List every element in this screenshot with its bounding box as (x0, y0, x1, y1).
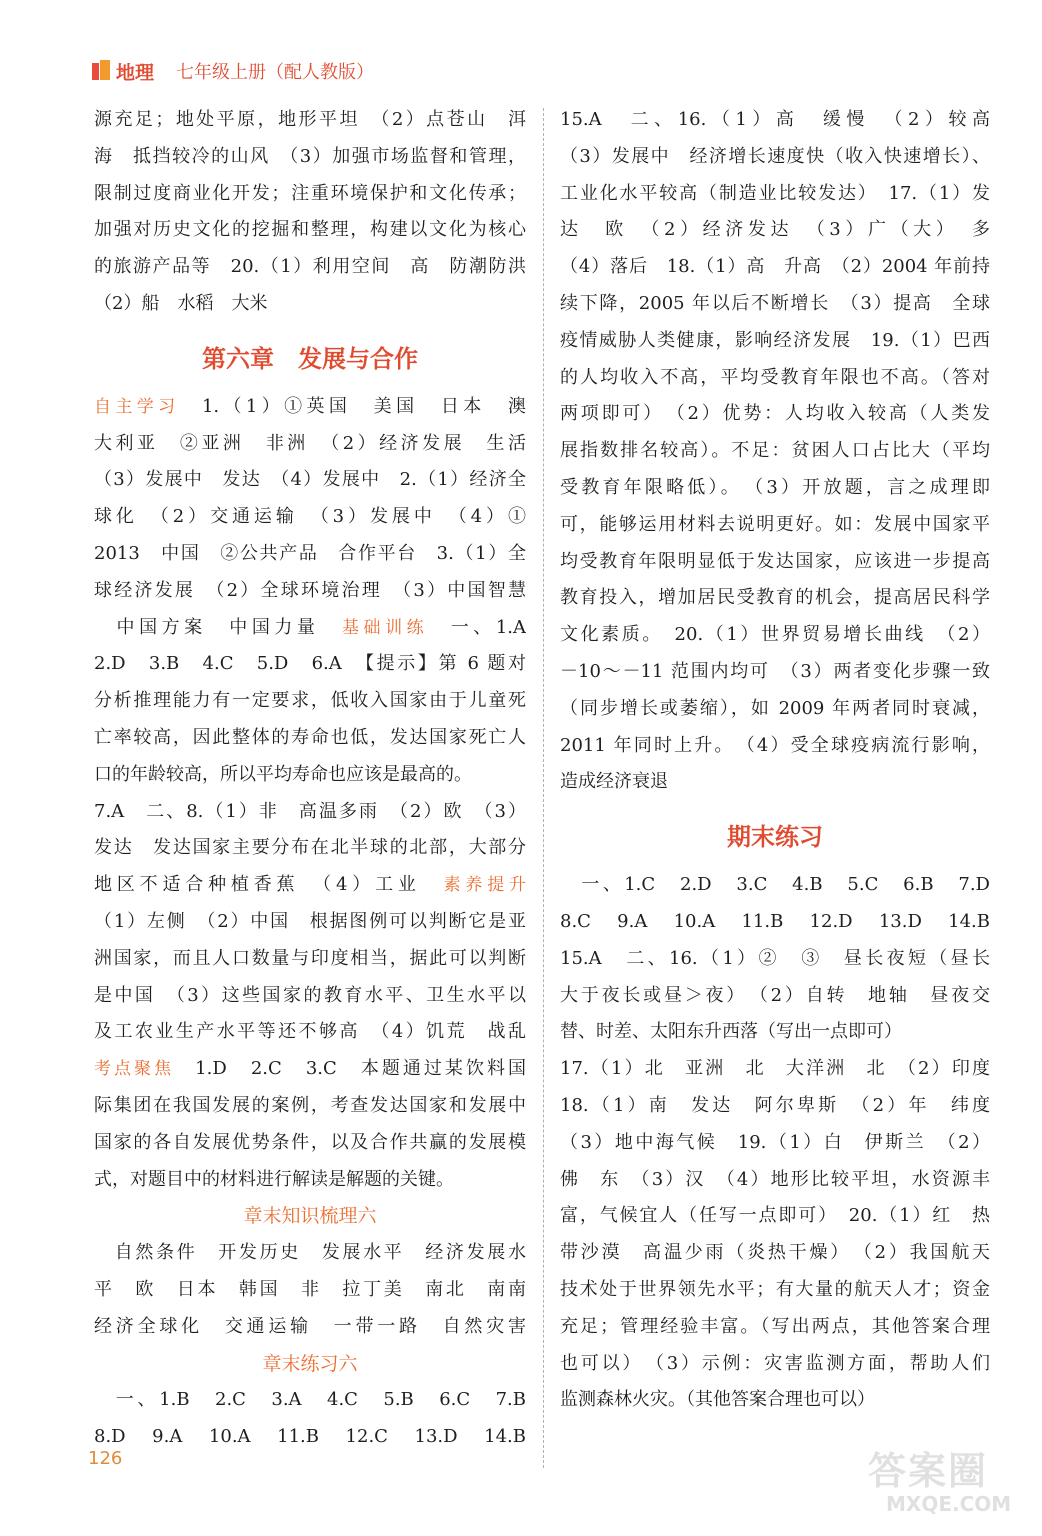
text-line: 平 欧 日本 韩国 非 拉丁美 南北 南南 (94, 1278, 526, 1300)
chapter-title: 第六章 发展与合作 (202, 344, 418, 373)
text-line: 7.A 二、8.（1）非 高温多雨 （2）欧 （3） (94, 800, 526, 822)
text-line: 带沙漠 高温少雨（炎热干燥） （2）我国航天 (560, 1242, 990, 1264)
section-tag-kaodian: 考点聚焦 (94, 1059, 175, 1080)
text-line: 亡率较高，因此整体的寿命也低，发达国家死亡人 (94, 726, 526, 748)
text-line: 是中国 （3）这些国家的教育水平、卫生水平以 (94, 984, 526, 1006)
text-line: 监测森林火灾。（其他答案合理也可以） (560, 1389, 875, 1411)
text-line: 2.D 3.B 4.C 5.D 6.A 【提示】第 6 题对 (94, 653, 526, 675)
text-line: 富，气候宜人（任写一点即可） 20.（1）红 热 (560, 1205, 990, 1227)
text-line: 文化素质。 20.（1）世界贸易增长曲线 （2） (560, 624, 990, 646)
text-line: 大于夜长或昼＞夜） （2）自转 地轴 昼夜交 (560, 984, 990, 1006)
header-grade: 七年级上册（配人教版） (176, 62, 375, 83)
page-number: 126 (88, 1448, 123, 1469)
watermark-logo (860, 1440, 1010, 1520)
section-tag-jichu: 基础训练 (342, 617, 429, 638)
header-subject: 地理 (116, 61, 155, 84)
text-line: （2）船 水稻 大米 (94, 292, 268, 314)
text-line: 达 欧 （2）经济发达 （3）广（大） 多 (560, 219, 990, 241)
text-line: 中国方案 中国力量 基础训练 一、1.A (116, 616, 526, 638)
section-tag-zizhu: 自主学习 (94, 396, 180, 417)
text-line: 球经济发展 （2）全球环境治理 （3）中国智慧 (94, 579, 526, 601)
text-line: 8.D 9.A 10.A 11.B 12.C 13.D 14.B (94, 1426, 526, 1448)
text-line: 的旅游产品等 20.（1）利用空间 高 防潮防洪 (94, 256, 526, 278)
text-line: 受教育年限略低）。 （3）开放题，言之成理即 (560, 476, 990, 498)
text-line: 加强对历史文化的挖掘和整理，构建以文化为核心 (94, 219, 526, 241)
text-line: 自然条件 开发历史 发展水平 经济发展水 (94, 1242, 526, 1264)
text-line: 一、1.C 2.D 3.C 4.B 5.C 6.B 7.D (560, 874, 990, 896)
text-line: 充足；管理经验丰富。（写出两点，其他答案合理 (560, 1315, 990, 1337)
text-line: 两项即可） （2）优势：人均收入较高（人类发 (560, 403, 990, 425)
text-line: 18.（1）南 发达 阿尔卑斯 （2）年 纬度 (560, 1094, 990, 1116)
text-line: 限制过度商业化开发；注重环境保护和文化传承； (94, 182, 526, 204)
text-line: （4）落后 18.（1）高 升高 （2）2004 年前持 (560, 256, 990, 278)
left-column (94, 102, 526, 1456)
text-line: 国家的各自发展优势条件，以及合作共赢的发展模 (94, 1131, 526, 1153)
text-line: 发达 发达国家主要分布在北半球的北部，大部分 (94, 837, 526, 859)
text-line: 工业化水平较高（制造业比较发达） 17.（1）发 (560, 182, 990, 204)
text-line: 造成经济衰退 (560, 771, 668, 793)
text-line: 续下降，2005 年以后不断增长 （3）提高 全球 (560, 292, 990, 314)
right-column (560, 102, 990, 1419)
text-line: （3）发展中 发达 （4）发展中 2.（1）经济全 (94, 469, 526, 491)
text-line: 考点聚焦 1.D 2.C 3.C 本题通过某饮料国 (94, 1058, 526, 1080)
text-line: 可，能够运用材料去说明更好。如：发展中国家平 (560, 513, 990, 535)
text-line: 教育投入，增加居民受教育的机会，提高居民科学 (560, 587, 990, 609)
text-line: 海 抵挡较冷的山风 （3）加强市场监督和管理， (94, 145, 526, 167)
text-line: 大利亚 ②亚洲 非洲 （2）经济发展 生活 (94, 432, 526, 454)
text-line: 自主学习 1.（1）①英国 美国 日本 澳 (94, 395, 526, 417)
text-line: －10～－11 范围内均可 （3）两者变化步骤一致 (560, 660, 990, 682)
book-logo-icon (92, 60, 112, 82)
text-line: 洲国家，而且人口数量与印度相当，据此可以判断 (94, 947, 526, 969)
text-line: （1）左侧 （2）中国 根据图例可以判断它是亚 (94, 910, 526, 932)
section-tag-suyang: 素养提升 (443, 875, 526, 896)
text-line: 式，对题目中的材料进行解读是解题的关键。 (94, 1168, 454, 1190)
text-line: 球化 （2）交通运输 （3）发展中 （4）① (94, 506, 526, 528)
watermark-url: MXQE.COM (886, 1492, 1012, 1516)
text-line: 15.A 二、16.（1）② ③ 昼长夜短（昼长 (560, 947, 990, 969)
text-line: （3）发展中 经济增长速度快（收入快速增长）、 (560, 145, 990, 167)
text-line: 技术处于世界领先水平；有大量的航天人才；资金 (560, 1278, 990, 1300)
text-line: 替、时差、太阳东升西落（写出一点即可） (560, 1021, 902, 1043)
text-line: 分析推理能力有一定要求，低收入国家由于儿童死 (94, 690, 526, 712)
section-title-shuli: 章末知识梳理六 (243, 1205, 377, 1228)
text-line: 15.A 二、16.（1）高 缓慢 （2）较高 (560, 109, 990, 130)
final-exercise-title: 期末练习 (727, 823, 823, 852)
text-line: （3）地中海气候 19.（1）白 伊斯兰 （2） (560, 1131, 990, 1153)
text-line: 也可以） （3）示例：灾害监测方面，帮助人们 (560, 1352, 990, 1374)
column-divider (543, 108, 544, 1468)
text-line: 疫情威胁人类健康，影响经济发展 19.（1）巴西 (560, 329, 990, 351)
watermark-text: 答案圈 (868, 1449, 989, 1493)
text-line: 口的年龄较高，所以平均寿命也应该是最高的。 (94, 763, 472, 785)
text-line: 际集团在我国发展的案例，考查发达国家和发展中 (94, 1094, 526, 1116)
text-line: 地区不适合种植香蕉 （4）工业 素养提升 (94, 874, 526, 896)
text-line: 的人均收入不高，平均受教育年限也不高。（答对 (560, 366, 990, 388)
text-line: 及工农业生产水平等还不够高 （4）饥荒 战乱 (94, 1021, 526, 1043)
text-line: 经济全球化 交通运输 一带一路 自然灾害 (94, 1315, 526, 1337)
text-line: 源充足；地处平原，地形平坦 （2）点苍山 洱 (94, 109, 526, 130)
text-line: 展指数排名较高）。不足：贫困人口占比大（平均 (560, 440, 990, 462)
section-title-lianxi: 章末练习六 (262, 1352, 358, 1375)
text-line: 2013 中国 ②公共产品 合作平台 3.（1）全 (94, 542, 526, 564)
text-line: （同步增长或萎缩），如 2009 年两者同时衰减， (560, 697, 990, 719)
text-line: 17.（1）北 亚洲 北 大洋洲 北 （2）印度 (560, 1058, 990, 1080)
text-line: 均受教育年限明显低于发达国家，应该进一步提高 (560, 550, 990, 572)
text-line: 佛 东 （3）汉 （4）地形比较平坦，水资源丰 (560, 1168, 990, 1190)
text-line: 8.C 9.A 10.A 11.B 12.D 13.D 14.B (560, 910, 990, 932)
text-line: 2011 年同时上升。 （4）受全球疫病流行影响， (560, 734, 990, 756)
text-line: 一、1.B 2.C 3.A 4.C 5.B 6.C 7.B (94, 1389, 526, 1411)
page-header (92, 56, 374, 86)
